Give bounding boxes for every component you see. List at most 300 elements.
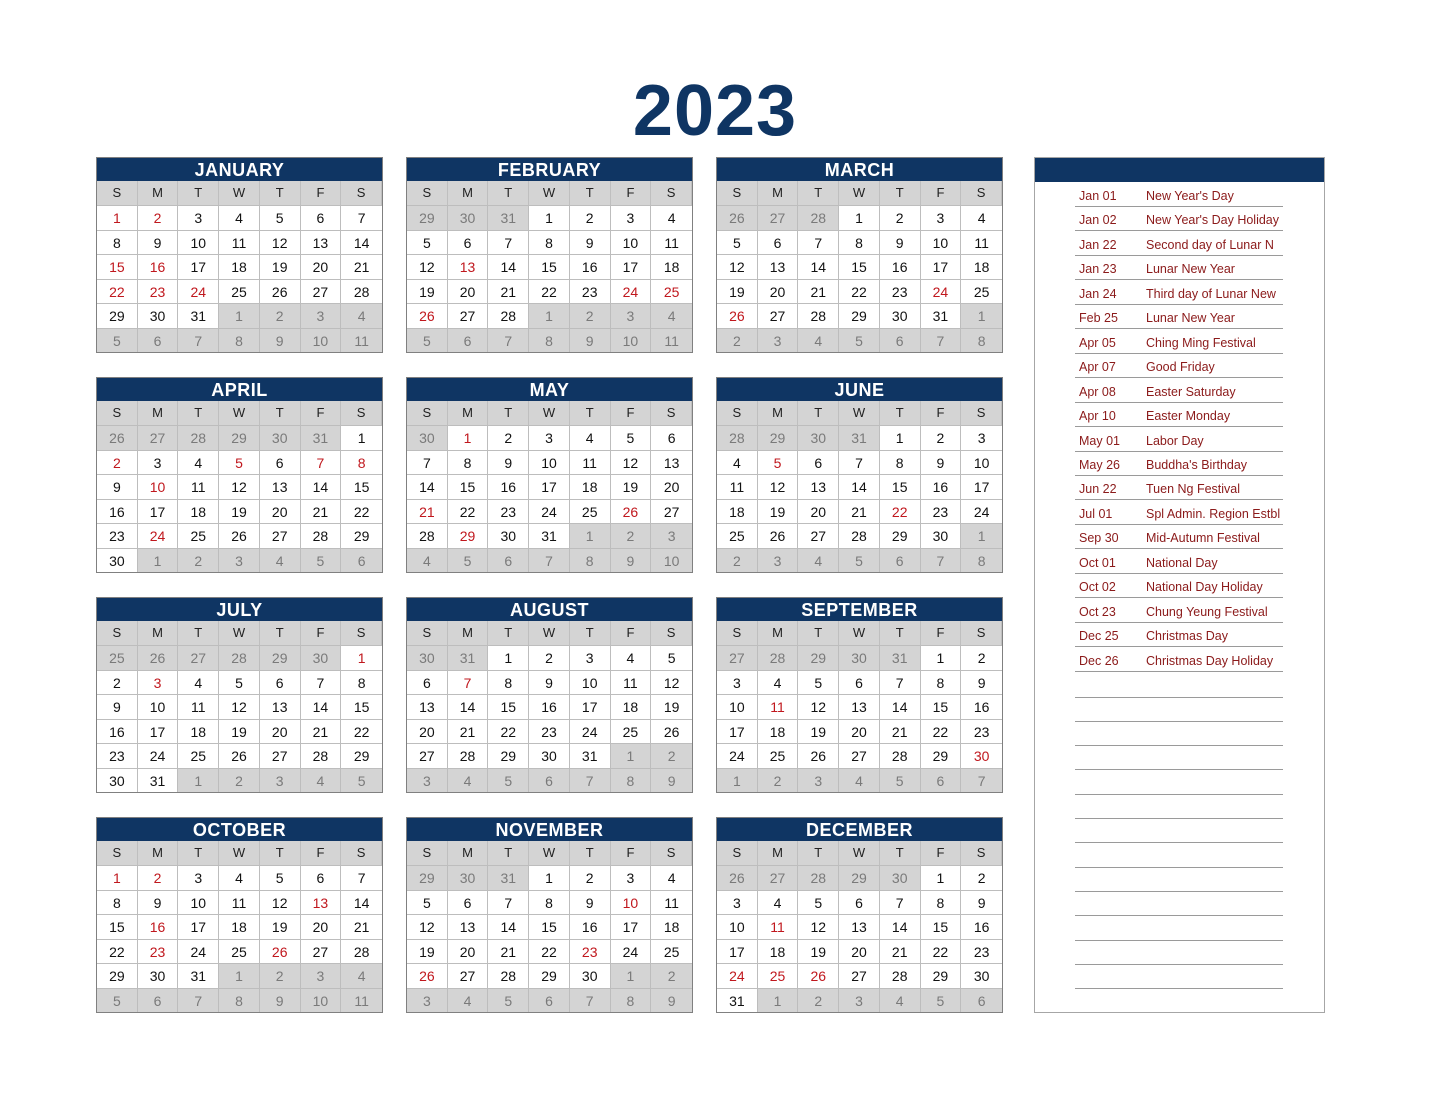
weekday-header: T	[880, 401, 921, 425]
month-january	[96, 157, 383, 353]
weekday-header: F	[921, 841, 962, 865]
day-cell: 11	[961, 230, 1002, 255]
day-cell: 14	[488, 254, 529, 279]
adjacent-month-day: 5	[839, 328, 880, 353]
adjacent-month-day: 27	[178, 645, 219, 670]
day-cell: 17	[611, 254, 652, 279]
weekday-header: T	[178, 401, 219, 425]
weekday-header: W	[839, 621, 880, 645]
day-cell: 19	[260, 914, 301, 939]
holiday-day: 30	[961, 743, 1002, 768]
adjacent-month-day: 28	[178, 425, 219, 450]
day-grid	[407, 841, 692, 1012]
day-cell: 27	[301, 279, 342, 304]
weekday-header: M	[138, 841, 179, 865]
adjacent-month-day: 3	[407, 768, 448, 793]
day-cell: 10	[178, 230, 219, 255]
adjacent-month-day: 29	[407, 865, 448, 890]
adjacent-month-day: 29	[839, 865, 880, 890]
weekday-header: T	[798, 621, 839, 645]
day-cell: 9	[570, 890, 611, 915]
holiday-date: Apr 07	[1079, 360, 1116, 375]
holiday-row	[1075, 255, 1283, 280]
day-cell: 5	[407, 230, 448, 255]
weekday-header: M	[448, 181, 489, 205]
day-cell: 21	[448, 719, 489, 744]
adjacent-month-day: 9	[260, 328, 301, 353]
holiday-day: 24	[138, 523, 179, 548]
adjacent-month-day: 7	[921, 548, 962, 573]
day-cell: 27	[798, 523, 839, 548]
day-cell: 8	[529, 890, 570, 915]
holiday-panel	[1034, 157, 1325, 1013]
day-cell: 19	[260, 254, 301, 279]
adjacent-month-day: 3	[798, 768, 839, 793]
day-cell: 11	[611, 670, 652, 695]
adjacent-month-day: 8	[611, 988, 652, 1013]
adjacent-month-day: 3	[611, 303, 652, 328]
day-cell: 17	[138, 719, 179, 744]
adjacent-month-day: 5	[97, 328, 138, 353]
adjacent-month-day: 2	[651, 743, 692, 768]
day-cell: 5	[798, 890, 839, 915]
day-cell: 5	[611, 425, 652, 450]
day-cell: 20	[839, 939, 880, 964]
day-cell: 27	[407, 743, 448, 768]
weekday-header: M	[138, 621, 179, 645]
day-cell: 1	[839, 205, 880, 230]
weekday-header: S	[97, 401, 138, 425]
day-cell: 22	[341, 499, 382, 524]
month-october	[96, 817, 383, 1013]
day-cell: 27	[448, 963, 489, 988]
day-cell: 25	[570, 499, 611, 524]
day-cell: 26	[758, 523, 799, 548]
day-cell: 17	[717, 719, 758, 744]
adjacent-month-day: 11	[651, 328, 692, 353]
day-cell: 11	[651, 890, 692, 915]
adjacent-month-day: 3	[651, 523, 692, 548]
adjacent-month-day: 3	[301, 303, 342, 328]
holiday-day: 26	[717, 303, 758, 328]
adjacent-month-day: 6	[448, 328, 489, 353]
holiday-date: Jan 22	[1079, 237, 1117, 252]
adjacent-month-day: 1	[611, 743, 652, 768]
adjacent-month-day: 7	[921, 328, 962, 353]
weekday-header: S	[717, 841, 758, 865]
adjacent-month-day: 11	[341, 328, 382, 353]
adjacent-month-day: 10	[301, 328, 342, 353]
day-cell: 24	[611, 939, 652, 964]
day-cell: 30	[880, 303, 921, 328]
weekday-header: F	[921, 181, 962, 205]
weekday-header: M	[448, 401, 489, 425]
adjacent-month-day: 1	[611, 963, 652, 988]
adjacent-month-day: 10	[611, 328, 652, 353]
holiday-day: 23	[138, 939, 179, 964]
holiday-day: 13	[448, 254, 489, 279]
day-cell: 29	[97, 303, 138, 328]
holiday-date: May 01	[1079, 433, 1120, 448]
adjacent-month-day: 4	[880, 988, 921, 1013]
day-grid	[97, 621, 382, 792]
holiday-day: 1	[448, 425, 489, 450]
weekday-header: S	[717, 181, 758, 205]
adjacent-month-day: 8	[611, 768, 652, 793]
day-cell: 17	[961, 474, 1002, 499]
adjacent-month-day: 2	[260, 963, 301, 988]
month-name: OCTOBER	[97, 818, 382, 841]
day-cell: 31	[921, 303, 962, 328]
day-cell: 24	[529, 499, 570, 524]
holiday-date: Feb 25	[1079, 311, 1118, 326]
adjacent-month-day: 27	[717, 645, 758, 670]
holiday-day: 5	[219, 450, 260, 475]
day-cell: 3	[921, 205, 962, 230]
day-cell: 3	[138, 450, 179, 475]
month-name: MAY	[407, 378, 692, 401]
day-cell: 30	[961, 963, 1002, 988]
adjacent-month-day: 8	[961, 328, 1002, 353]
day-cell: 17	[611, 914, 652, 939]
day-cell: 23	[880, 279, 921, 304]
weekday-header: S	[651, 181, 692, 205]
adjacent-month-day: 7	[178, 988, 219, 1013]
day-cell: 4	[178, 450, 219, 475]
day-cell: 27	[651, 499, 692, 524]
day-cell: 28	[488, 963, 529, 988]
day-cell: 28	[880, 963, 921, 988]
holiday-name: Ching Ming Festival	[1146, 335, 1256, 350]
day-cell: 28	[880, 743, 921, 768]
day-cell: 9	[570, 230, 611, 255]
day-cell: 9	[488, 450, 529, 475]
day-cell: 21	[488, 939, 529, 964]
holiday-day: 23	[570, 939, 611, 964]
adjacent-month-day: 6	[961, 988, 1002, 1013]
adjacent-month-day: 4	[301, 768, 342, 793]
day-cell: 20	[301, 254, 342, 279]
holiday-name: Spl Admin. Region Estbl	[1146, 506, 1281, 521]
day-cell: 27	[260, 523, 301, 548]
day-cell: 18	[570, 474, 611, 499]
day-cell: 20	[758, 279, 799, 304]
weekday-header: S	[651, 621, 692, 645]
holiday-row	[1075, 182, 1283, 207]
adjacent-month-day: 9	[651, 988, 692, 1013]
adjacent-month-day: 4	[798, 548, 839, 573]
adjacent-month-day: 29	[798, 645, 839, 670]
day-cell: 2	[97, 670, 138, 695]
day-cell: 4	[611, 645, 652, 670]
holiday-day: 8	[341, 450, 382, 475]
day-cell: 3	[961, 425, 1002, 450]
holiday-day: 10	[611, 890, 652, 915]
holiday-day: 24	[921, 279, 962, 304]
day-cell: 15	[921, 914, 962, 939]
weekday-header: F	[921, 401, 962, 425]
adjacent-month-day: 5	[488, 768, 529, 793]
weekday-header: W	[839, 401, 880, 425]
holiday-day: 10	[138, 474, 179, 499]
adjacent-month-day: 2	[260, 303, 301, 328]
day-cell: 20	[301, 914, 342, 939]
day-cell: 28	[407, 523, 448, 548]
holiday-name: National Day Holiday	[1146, 580, 1263, 595]
adjacent-month-day: 3	[839, 988, 880, 1013]
adjacent-month-day: 10	[301, 988, 342, 1013]
holiday-day: 26	[260, 939, 301, 964]
adjacent-month-day: 5	[839, 548, 880, 573]
day-cell: 21	[341, 254, 382, 279]
adjacent-month-day: 4	[448, 988, 489, 1013]
day-cell: 7	[880, 890, 921, 915]
adjacent-month-day: 2	[570, 303, 611, 328]
day-cell: 15	[529, 914, 570, 939]
weekday-header: T	[488, 181, 529, 205]
adjacent-month-day: 9	[570, 328, 611, 353]
day-cell: 21	[880, 719, 921, 744]
holiday-row	[1075, 280, 1283, 305]
day-cell: 10	[717, 694, 758, 719]
weekday-header: S	[97, 621, 138, 645]
day-cell: 9	[97, 474, 138, 499]
day-cell: 16	[961, 694, 1002, 719]
day-cell: 5	[651, 645, 692, 670]
day-cell: 27	[260, 743, 301, 768]
day-cell: 6	[839, 670, 880, 695]
day-grid	[717, 841, 1002, 1012]
day-cell: 7	[488, 230, 529, 255]
empty-note-line	[1075, 988, 1283, 989]
day-cell: 29	[488, 743, 529, 768]
holiday-day: 26	[407, 303, 448, 328]
day-cell: 29	[97, 963, 138, 988]
day-cell: 1	[921, 645, 962, 670]
day-cell: 23	[961, 939, 1002, 964]
weekday-header: T	[260, 841, 301, 865]
holiday-day: 24	[717, 963, 758, 988]
day-cell: 12	[407, 254, 448, 279]
adjacent-month-day: 29	[260, 645, 301, 670]
adjacent-month-day: 10	[651, 548, 692, 573]
day-cell: 2	[488, 425, 529, 450]
day-cell: 29	[880, 523, 921, 548]
day-cell: 25	[961, 279, 1002, 304]
adjacent-month-day: 5	[448, 548, 489, 573]
adjacent-month-day: 3	[301, 963, 342, 988]
weekday-header: M	[758, 621, 799, 645]
holiday-name: New Year's Day	[1146, 189, 1234, 203]
holiday-row	[1075, 329, 1283, 354]
day-cell: 21	[880, 939, 921, 964]
adjacent-month-day: 1	[219, 963, 260, 988]
day-cell: 7	[341, 865, 382, 890]
day-cell: 3	[529, 425, 570, 450]
weekday-header: S	[651, 841, 692, 865]
weekday-header: M	[758, 401, 799, 425]
weekday-header: W	[529, 621, 570, 645]
day-cell: 10	[717, 914, 758, 939]
day-cell: 3	[570, 645, 611, 670]
month-name: FEBRUARY	[407, 158, 692, 181]
weekday-header: S	[961, 401, 1002, 425]
day-cell: 8	[488, 670, 529, 695]
day-cell: 13	[407, 694, 448, 719]
day-cell: 17	[717, 939, 758, 964]
day-cell: 12	[260, 230, 301, 255]
weekday-header: T	[178, 621, 219, 645]
day-cell: 23	[97, 743, 138, 768]
day-cell: 8	[880, 450, 921, 475]
holiday-name: Lunar New Year	[1146, 262, 1235, 277]
day-cell: 25	[178, 523, 219, 548]
day-cell: 13	[798, 474, 839, 499]
weekday-header: T	[260, 401, 301, 425]
weekday-header: W	[219, 841, 260, 865]
holiday-name: Lunar New Year	[1146, 311, 1235, 326]
day-cell: 11	[219, 890, 260, 915]
day-cell: 15	[488, 694, 529, 719]
day-cell: 4	[758, 890, 799, 915]
weekday-header: T	[570, 181, 611, 205]
day-cell: 10	[529, 450, 570, 475]
holiday-day: 22	[97, 279, 138, 304]
weekday-header: T	[178, 181, 219, 205]
adjacent-month-day: 2	[717, 548, 758, 573]
holiday-date: Oct 01	[1079, 555, 1116, 570]
adjacent-month-day: 8	[219, 988, 260, 1013]
day-cell: 31	[717, 988, 758, 1013]
day-cell: 10	[611, 230, 652, 255]
holiday-day: 26	[407, 963, 448, 988]
day-grid	[717, 621, 1002, 792]
holiday-day: 29	[448, 523, 489, 548]
adjacent-month-day: 31	[880, 645, 921, 670]
day-cell: 12	[219, 474, 260, 499]
day-cell: 22	[921, 939, 962, 964]
weekday-header: M	[448, 841, 489, 865]
adjacent-month-day: 28	[717, 425, 758, 450]
day-cell: 29	[921, 743, 962, 768]
adjacent-month-day: 1	[178, 768, 219, 793]
holiday-row	[1075, 353, 1283, 378]
holiday-name: National Day	[1146, 555, 1218, 570]
month-name: AUGUST	[407, 598, 692, 621]
day-cell: 26	[219, 743, 260, 768]
day-cell: 28	[341, 279, 382, 304]
day-cell: 23	[921, 499, 962, 524]
day-cell: 31	[529, 523, 570, 548]
weekday-header: W	[529, 841, 570, 865]
day-cell: 14	[407, 474, 448, 499]
day-cell: 11	[570, 450, 611, 475]
day-cell: 31	[570, 743, 611, 768]
day-cell: 16	[97, 499, 138, 524]
day-cell: 31	[178, 963, 219, 988]
empty-note-line	[1075, 940, 1283, 941]
day-cell: 19	[798, 939, 839, 964]
day-cell: 8	[529, 230, 570, 255]
day-cell: 15	[448, 474, 489, 499]
adjacent-month-day: 28	[219, 645, 260, 670]
day-cell: 3	[178, 865, 219, 890]
day-cell: 21	[341, 914, 382, 939]
day-cell: 1	[880, 425, 921, 450]
weekday-header: S	[341, 401, 382, 425]
holiday-row	[1075, 475, 1283, 500]
adjacent-month-day: 30	[448, 205, 489, 230]
holiday-date: Jan 23	[1079, 262, 1117, 277]
day-cell: 28	[301, 523, 342, 548]
day-cell: 7	[341, 205, 382, 230]
day-cell: 15	[529, 254, 570, 279]
holiday-day: 2	[138, 205, 179, 230]
day-cell: 16	[529, 694, 570, 719]
day-cell: 12	[798, 694, 839, 719]
day-cell: 9	[961, 670, 1002, 695]
weekday-header: F	[611, 401, 652, 425]
month-august	[406, 597, 693, 793]
holiday-day: 1	[97, 205, 138, 230]
holiday-day: 1	[97, 865, 138, 890]
day-cell: 30	[138, 303, 179, 328]
day-cell: 6	[260, 670, 301, 695]
day-cell: 30	[488, 523, 529, 548]
day-cell: 9	[97, 694, 138, 719]
adjacent-month-day: 31	[488, 205, 529, 230]
day-cell: 20	[260, 719, 301, 744]
day-grid	[407, 401, 692, 572]
empty-note-line	[1075, 964, 1283, 965]
month-name: NOVEMBER	[407, 818, 692, 841]
day-cell: 13	[260, 694, 301, 719]
adjacent-month-day: 30	[839, 645, 880, 670]
weekday-header: W	[219, 621, 260, 645]
day-cell: 21	[488, 279, 529, 304]
day-cell: 11	[178, 694, 219, 719]
day-cell: 7	[798, 230, 839, 255]
day-cell: 14	[839, 474, 880, 499]
adjacent-month-day: 25	[97, 645, 138, 670]
day-cell: 23	[961, 719, 1002, 744]
empty-note-line	[1075, 697, 1283, 698]
day-cell: 27	[301, 939, 342, 964]
day-grid	[407, 181, 692, 352]
day-cell: 30	[97, 768, 138, 793]
day-cell: 12	[717, 254, 758, 279]
adjacent-month-day: 27	[758, 865, 799, 890]
holiday-name: Buddha's Birthday	[1146, 457, 1248, 472]
month-november	[406, 817, 693, 1013]
day-cell: 11	[178, 474, 219, 499]
adjacent-month-day: 4	[260, 548, 301, 573]
holiday-row	[1075, 231, 1283, 256]
day-cell: 10	[138, 694, 179, 719]
adjacent-month-day: 3	[758, 328, 799, 353]
day-cell: 23	[529, 719, 570, 744]
day-cell: 2	[529, 645, 570, 670]
weekday-header: F	[301, 621, 342, 645]
day-cell: 15	[341, 474, 382, 499]
weekday-header: S	[341, 621, 382, 645]
day-cell: 16	[570, 254, 611, 279]
adjacent-month-day: 3	[260, 768, 301, 793]
day-cell: 24	[570, 719, 611, 744]
day-cell: 2	[961, 865, 1002, 890]
day-cell: 15	[921, 694, 962, 719]
day-cell: 16	[570, 914, 611, 939]
